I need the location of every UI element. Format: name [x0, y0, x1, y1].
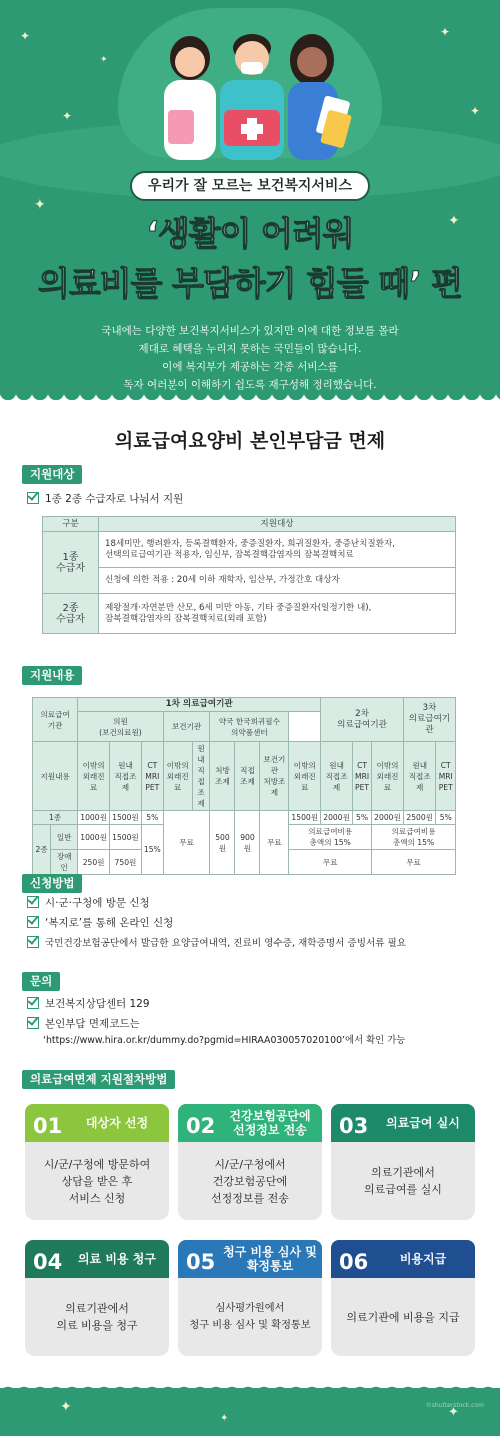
table-header: 원내 직접조제: [110, 742, 142, 811]
table-cell: 2500원: [403, 811, 436, 825]
table-header: CT MRI PET: [436, 742, 456, 811]
table-header: 구분: [43, 517, 99, 532]
step-body: 시/군/구청에 방문하여 상담을 받은 후 서비스 신청: [43, 1157, 151, 1205]
check-item: [27, 997, 150, 1011]
step-card-03: [331, 1104, 475, 1220]
step-label: 의료 비용 청구: [78, 1252, 156, 1266]
table-cell: 15%: [141, 825, 163, 875]
table-cell: 500원: [210, 811, 235, 875]
table-cell: 18세미만, 행려환자, 등록결핵환자, 중증질환자, 희귀질환자, 중증난치질환자, 선택의료급여기관 적용자, 임신부, 잠복결핵감염자의 잠복결핵치료: [99, 532, 456, 568]
table-cell: 5%: [141, 811, 163, 825]
star-icon: ✦: [470, 104, 481, 118]
image-credit: ©shutterstock.com: [425, 1402, 484, 1409]
row-label: 1종 수급자: [43, 532, 99, 594]
hero-pill-label: 우리가 잘 모르는 보건복지서비스: [130, 171, 370, 201]
step-header: [25, 1240, 169, 1278]
check-text: 본인부담 면제코드는: [45, 1018, 140, 1030]
table-cell: 1000원: [78, 811, 110, 825]
footer-band: [0, 1388, 500, 1436]
table-cell: 250원: [78, 850, 110, 875]
table-cell: 의료급여비용 총액의 15%: [289, 825, 372, 850]
table-header: 원내 직접 조제: [192, 742, 210, 811]
star-icon: ✦: [62, 109, 73, 123]
check-text: ‘복지로’를 통해 온라인 신청: [45, 917, 174, 929]
table-header: 이밖의 외래진료: [289, 742, 321, 811]
table-header: 3차 의료급여기관: [403, 698, 455, 742]
star-icon: ✦: [220, 1413, 229, 1424]
check-item: [27, 492, 183, 506]
intro-line: 독자 여러분이 이해하기 쉽도록 재구성해 정리했습니다.: [123, 379, 377, 391]
table-header: 처방 조제: [210, 742, 235, 811]
table-header: 지원내용: [33, 742, 78, 811]
step-header: [178, 1104, 322, 1142]
table-cell: 의료급여비용 총액의 15%: [372, 825, 456, 850]
table-header: CT MRI PET: [141, 742, 163, 811]
target-table: [42, 516, 456, 634]
check-text: 국민건강보험공단에서 발급한 요양급여내역, 진료비 영수증, 재학증명서 증빙서류 필요: [45, 938, 407, 949]
table-header: CT MRI PET: [353, 742, 372, 811]
step-card-05: [178, 1240, 322, 1356]
step-number: 06: [339, 1250, 369, 1274]
star-icon: ✦: [448, 213, 460, 229]
step-label: 건강보험공단에 선정정보 전송: [229, 1109, 311, 1137]
hero-banner: [0, 0, 500, 400]
hero-intro: [0, 322, 500, 394]
table-cell: 무료: [163, 811, 210, 875]
table-header: 의료급여 기관: [33, 698, 78, 742]
star-icon: ✦: [448, 1405, 459, 1420]
table-header: 이밖의 외래진료: [163, 742, 192, 811]
table-header: 원내 직접조제: [321, 742, 353, 811]
table-cell: 1000원: [78, 825, 110, 850]
table-cell: 제왕절개·자연분만 산모, 6세 미만 아동, 기타 중증질환자(일정기한 내), 잠복결핵감염자의 잠복결핵치료(외래 포함): [99, 594, 456, 634]
check-text: 보건복지상담센터 129: [45, 998, 150, 1010]
check-text: 1종 2종 수급자로 나눠서 지원: [45, 493, 184, 505]
step-number: 02: [186, 1114, 216, 1138]
table-header: 의원 (보건의료원): [78, 712, 164, 742]
step-label: 의료급여 실시: [386, 1116, 460, 1130]
step-number: 04: [33, 1250, 63, 1274]
table-header: 보건기관 처방조제: [260, 742, 289, 811]
step-body: 시/군/구청에서 건강보험공단에 선정정보를 전송: [211, 1157, 289, 1205]
step-label: 청구 비용 심사 및 확정통보: [223, 1245, 317, 1273]
check-item: [27, 936, 406, 951]
table-cell: 신청에 의한 적용 : 20세 이하 재학자, 임산부, 가정간호 대상자: [99, 568, 456, 594]
step-card-04: [25, 1240, 169, 1356]
checkbox-icon: [27, 896, 39, 908]
step-body: 의료기관에서 의료급여를 실시: [364, 1166, 442, 1196]
checkbox-icon: [27, 916, 39, 928]
row-label: 2종: [33, 825, 51, 875]
check-item: [27, 916, 173, 930]
intro-line: 제대로 혜택을 누리지 못하는 국민들이 많습니다.: [138, 343, 362, 355]
star-icon: ✦: [60, 1399, 72, 1415]
table-cell: 750원: [110, 850, 142, 875]
checkbox-icon: [27, 492, 39, 504]
star-icon: ✦: [440, 25, 451, 39]
table-cell: 1500원: [110, 825, 142, 850]
badge-inquiry: 문의: [22, 972, 60, 991]
check-text: 시·군·구청에 방문 신청: [45, 897, 150, 909]
step-number: 05: [186, 1250, 216, 1274]
check-item: [27, 1017, 140, 1031]
table-cell: 무료: [260, 811, 289, 875]
star-icon: ✦: [20, 29, 31, 43]
table-cell: 5%: [436, 811, 456, 825]
step-label: 비용지급: [399, 1252, 447, 1266]
row-label: 일반: [51, 825, 78, 850]
table-cell: 2000원: [321, 811, 353, 825]
inquiry-url-line: ‘https://www.hira.or.kr/dummy.do?pgmid=HIRAA030057020100’에서 확인 가능: [43, 1035, 406, 1046]
intro-line: 이에 복지부가 제공하는 각종 서비스를: [162, 361, 338, 373]
checkbox-icon: [27, 936, 39, 948]
badge-steps: 의료급여면제 지원절차방법: [22, 1070, 175, 1089]
badge-apply: 신청방법: [22, 874, 82, 893]
step-header: [331, 1240, 475, 1278]
table-cell: 5%: [353, 811, 372, 825]
checkbox-icon: [27, 1017, 39, 1029]
badge-target: 지원대상: [22, 465, 82, 484]
row-label: 2종 수급자: [43, 594, 99, 634]
step-label: 대상자 선정: [85, 1116, 149, 1130]
table-cell: 1500원: [110, 811, 142, 825]
check-item: [27, 896, 150, 910]
step-header: [331, 1104, 475, 1142]
step-header: [25, 1104, 169, 1142]
step-body: 의료기관에 비용을 지급: [346, 1310, 460, 1324]
badge-content: 지원내용: [22, 666, 82, 685]
table-cell: 무료: [289, 850, 372, 875]
step-card-02: [178, 1104, 322, 1220]
table-header: 이밖의 외래진료: [372, 742, 404, 811]
table-header: 2차 의료급여기관: [321, 698, 404, 742]
step-number: 01: [33, 1114, 63, 1138]
table-header: 지원대상: [99, 517, 456, 532]
step-body: 의료기관에서 의료 비용을 청구: [56, 1302, 138, 1332]
intro-line: 국내에는 다양한 보건복지서비스가 있지만 이에 대한 정보를 몰라: [101, 325, 399, 337]
table-header: 직접 조제: [235, 742, 260, 811]
star-icon: ✦: [34, 197, 46, 213]
step-card-06: [331, 1240, 475, 1356]
step-body: 심사평가원에서 청구 비용 심사 및 확정통보: [189, 1303, 311, 1331]
step-number: 03: [339, 1114, 369, 1138]
table-header: 보건기관: [163, 712, 210, 742]
table-header: 원내 직접조제: [403, 742, 436, 811]
table-header: 이밖의 외래진료: [78, 742, 110, 811]
medical-staff-illustration: [148, 18, 358, 168]
checkbox-icon: [27, 997, 39, 1009]
table-header: 약국 한국희귀필수 의약품센터: [210, 712, 289, 742]
table-cell: 무료: [372, 850, 456, 875]
support-content-table: [32, 697, 456, 875]
row-label: 1종: [33, 811, 78, 825]
row-label: 장애인: [51, 850, 78, 875]
scallop-edge: [0, 392, 500, 400]
hero-title-line2: 의료비를 부담하기 힘들 때’ 편: [37, 264, 463, 303]
step-card-01: [25, 1104, 169, 1220]
table-cell: 900원: [235, 811, 260, 875]
table-cell: 1500원: [289, 811, 321, 825]
step-header: [178, 1240, 322, 1278]
star-icon: ✦: [100, 55, 108, 65]
scallop-edge: [0, 1381, 500, 1395]
hero-title-line1: ‘생활이 어려워: [146, 214, 354, 253]
table-cell: 2000원: [372, 811, 404, 825]
section-title: 의료급여요양비 본인부담금 면제: [114, 430, 386, 452]
table-header: 1차 의료급여기관: [78, 698, 321, 712]
